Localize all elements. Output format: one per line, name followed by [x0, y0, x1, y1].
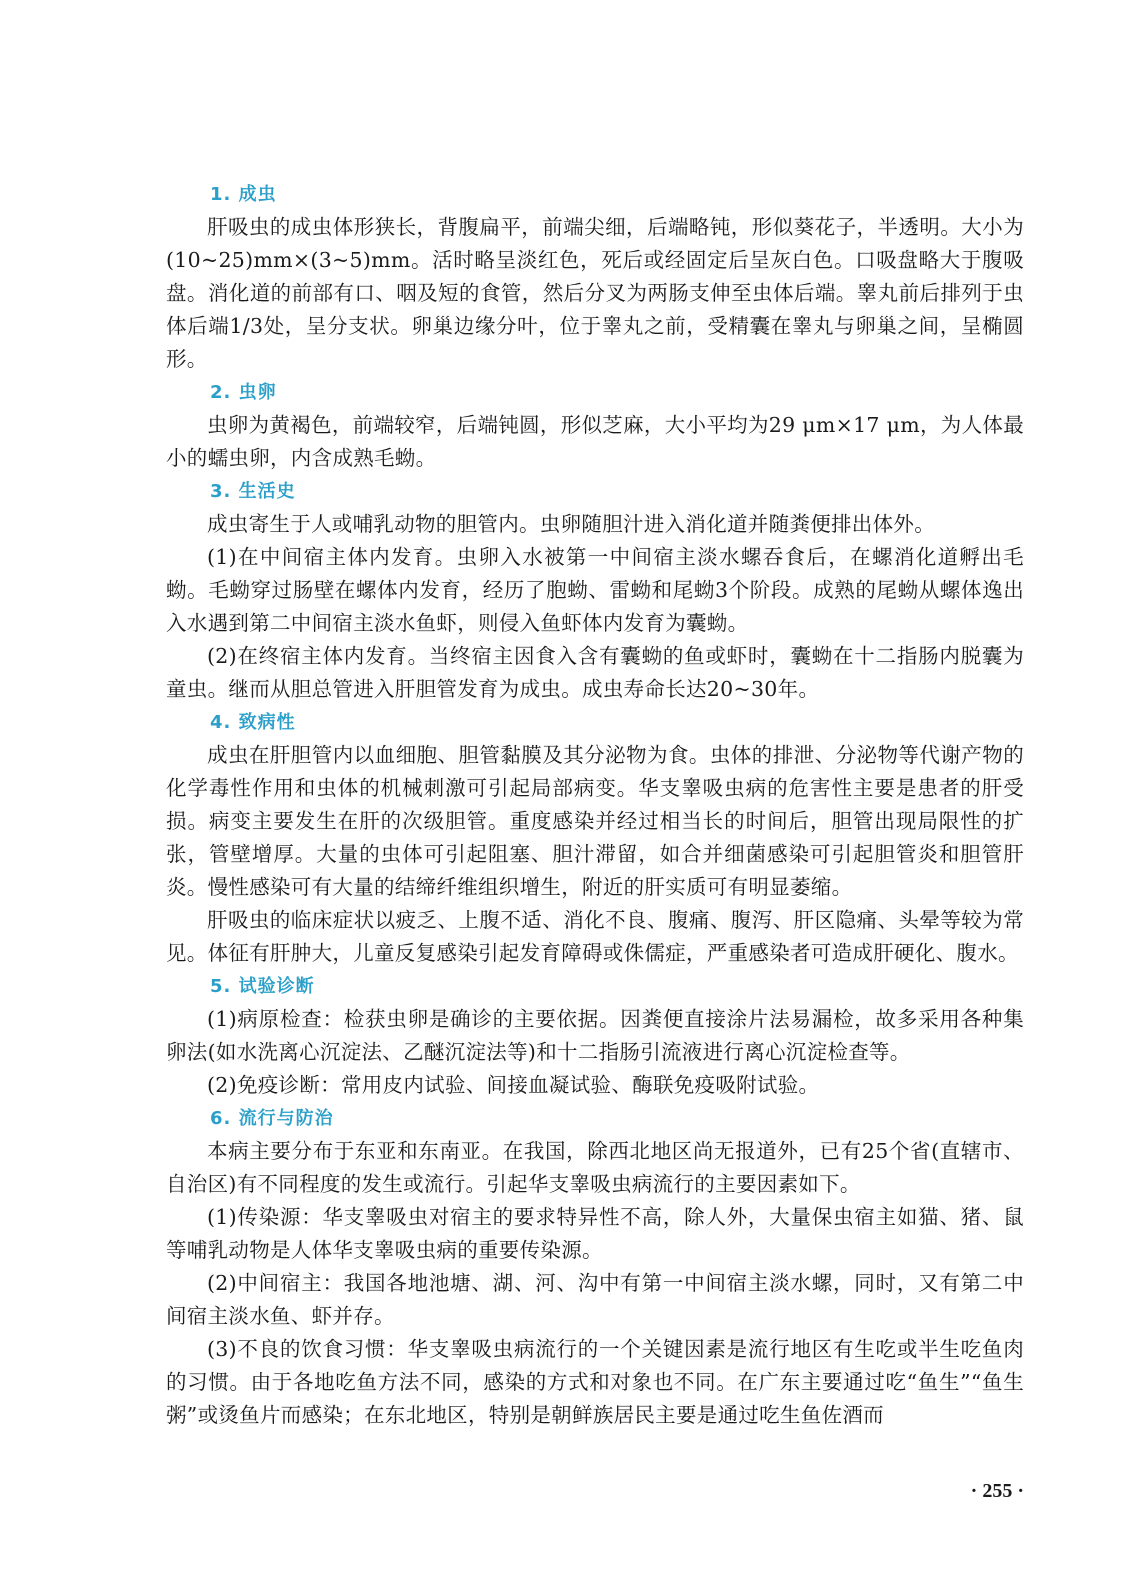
section-lab-diagnosis	[166, 970, 1024, 1102]
section-life-cycle	[166, 475, 1024, 706]
section-egg	[166, 376, 1024, 475]
section-heading: 5. 试验诊断	[210, 976, 315, 997]
paragraph: 虫卵为黄褐色，前端较窄，后端钝圆，形似芝麻，大小平均为29 μm×17 μm，为人体最小的蠕虫卵，内含成熟毛蚴。	[166, 413, 1024, 470]
paragraph: 本病主要分布于东亚和东南亚。在我国，除西北地区尚无报道外，已有25个省(直辖市、自治区)有不同程度的发生或流行。引起华支睾吸虫病流行的主要因素如下。	[166, 1139, 1024, 1196]
paragraph: (1)传染源：华支睾吸虫对宿主的要求特异性不高，除人外，大量保虫宿主如猫、猪、鼠等哺乳动物是人体华支睾吸虫病的重要传染源。	[166, 1205, 1024, 1262]
section-heading: 3. 生活史	[210, 481, 296, 502]
paragraph: 肝吸虫的临床症状以疲乏、上腹不适、消化不良、腹痛、腹泻、肝区隐痛、头晕等较为常见。体征有肝肿大，儿童反复感染引起发育障碍或侏儒症，严重感染者可造成肝硬化、腹水。	[166, 908, 1024, 965]
paragraph: (1)病原检查：检获虫卵是确诊的主要依据。因粪便直接涂片法易漏检，故多采用各种集卵法(如水洗离心沉淀法、乙醚沉淀法等)和十二指肠引流液进行离心沉淀检查等。	[166, 1007, 1024, 1064]
section-epidemiology-prevention	[166, 1102, 1024, 1432]
section-pathogenicity	[166, 706, 1024, 970]
section-heading: 6. 流行与防治	[210, 1108, 334, 1129]
paragraph: 肝吸虫的成虫体形狭长，背腹扁平，前端尖细，后端略钝，形似葵花子，半透明。大小为(10~25)mm×(3~5)mm。活时略呈淡红色，死后或经固定后呈灰白色。口吸盘略大于腹吸盘。消化道的前部有口、咽及短的食管，然后分叉为两肠支伸至虫体后端。睾丸前后排列于虫体后端1/3处，呈分支状。卵巢边缘分叶，位于睾丸之前，受精囊在睾丸与卵巢之间，呈椭圆形。	[166, 215, 1024, 371]
paragraph: (1)在中间宿主体内发育。虫卵入水被第一中间宿主淡水螺吞食后，在螺消化道孵出毛蚴。毛蚴穿过肠壁在螺体内发育，经历了胞蚴、雷蚴和尾蚴3个阶段。成熟的尾蚴从螺体逸出入水遇到第二中间宿主淡水鱼虾，则侵入鱼虾体内发育为囊蚴。	[166, 545, 1024, 635]
section-heading: 1. 成虫	[210, 184, 277, 205]
page-number: · 255 ·	[970, 1480, 1024, 1502]
paragraph: (3)不良的饮食习惯：华支睾吸虫病流行的一个关键因素是流行地区有生吃或半生吃鱼肉的习惯。由于各地吃鱼方法不同，感染的方式和对象也不同。在广东主要通过吃“鱼生”“鱼生粥”或烫鱼片而感染；在东北地区，特别是朝鲜族居民主要是通过吃生鱼佐酒而	[166, 1337, 1024, 1427]
section-adult-worm	[166, 178, 1024, 376]
paragraph: (2)在终宿主体内发育。当终宿主因食入含有囊蚴的鱼或虾时，囊蚴在十二指肠内脱囊为童虫。继而从胆总管进入肝胆管发育为成虫。成虫寿命长达20~30年。	[166, 644, 1024, 701]
paragraph: (2)免疫诊断：常用皮内试验、间接血凝试验、酶联免疫吸附试验。	[207, 1073, 820, 1097]
paragraph: (2)中间宿主：我国各地池塘、湖、河、沟中有第一中间宿主淡水螺，同时，又有第二中间宿主淡水鱼、虾并存。	[166, 1271, 1024, 1328]
paragraph: 成虫在肝胆管内以血细胞、胆管黏膜及其分泌物为食。虫体的排泄、分泌物等代谢产物的化学毒性作用和虫体的机械刺激可引起局部病变。华支睾吸虫病的危害性主要是患者的肝受损。病变主要发生在肝的次级胆管。重度感染并经过相当长的时间后，胆管出现局限性的扩张，管壁增厚。大量的虫体可引起阻塞、胆汁滞留，如合并细菌感染可引起胆管炎和胆管肝炎。慢性感染可有大量的结缔纤维组织增生，附近的肝实质可有明显萎缩。	[166, 743, 1024, 899]
page-body	[166, 178, 1024, 1432]
paragraph: 成虫寄生于人或哺乳动物的胆管内。虫卵随胆汁进入消化道并随粪便排出体外。	[207, 512, 935, 536]
section-heading: 2. 虫卵	[210, 382, 277, 403]
section-heading: 4. 致病性	[210, 712, 296, 733]
